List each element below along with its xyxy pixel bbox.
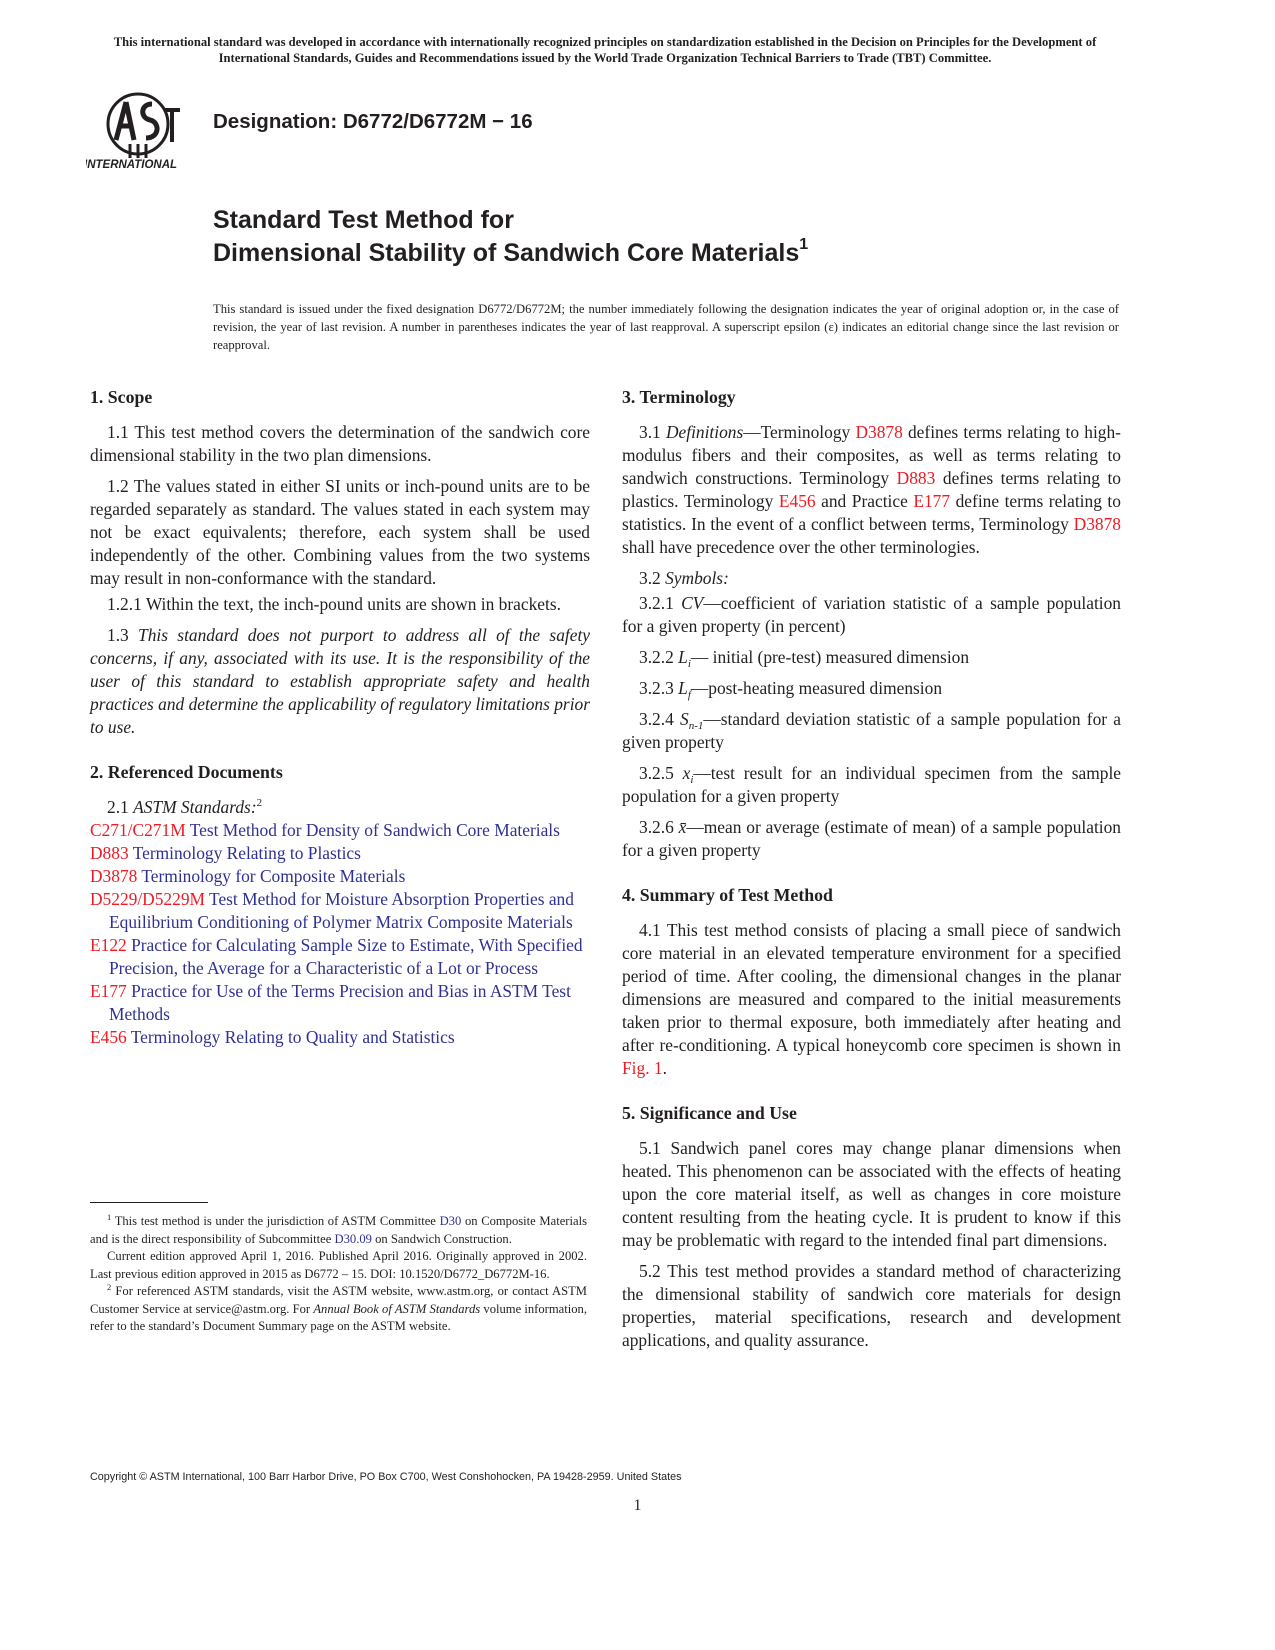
reference-item-e177[interactable] — [90, 980, 590, 1026]
symbol-definition: —mean or average (estimate of mean) of a sample population for a given property — [622, 817, 1121, 860]
symbols-label: Symbols: — [665, 568, 729, 588]
p3-1-text-a: —Terminology — [743, 422, 851, 442]
symbol-cv — [622, 592, 1121, 638]
symbol-number: 3.2.5 — [639, 763, 674, 783]
international-standard-notice: This international standard was developed in accordance with internationally recognized principles on standardization established in the Decision on Principles for the Development of International Standards, Guides and Recommendations issued by the World Trade Organization Technical Barriers to Trade (TBT) Committee. — [113, 35, 1097, 65]
annual-book-title: Annual Book of ASTM Standards — [313, 1301, 481, 1316]
symbol-number: 3.2.4 — [639, 709, 674, 729]
footnote-1-text-2: on Composite Materials and is the direct responsibility of Subcommittee — [90, 1214, 587, 1246]
symbol: L — [678, 647, 688, 667]
symbol-definition: —test result for an individual specimen from the sample population for a given property — [622, 763, 1122, 806]
reference-title[interactable]: Test Method for Density of Sandwich Core Materials — [189, 820, 560, 840]
safety-caveat: This standard does not purport to address all of the safety concerns, if any, associated with its use. It is the responsibility of the user of this standard to establish appropriate safety and health practices and determine the applicability of regulatory limitations prior to use. — [90, 625, 590, 737]
symbol-subscript: i — [690, 774, 694, 786]
footnote-1-text: This test method is under the jurisdiction of ASTM Committee — [114, 1214, 436, 1228]
paragraph-4-1 — [622, 919, 1121, 1080]
paragraph-1-2: 1.2 The values stated in either SI units or inch-pound units are to be regarded separately as standard. The values stated in each system may not be exact equivalents; therefore, each system shall be used independently of the other. Combining values from the two systems may result in non-conformance with the standard. — [90, 476, 590, 588]
reference-code[interactable]: E122 — [90, 935, 127, 955]
footnote-divider — [90, 1202, 208, 1203]
footnote-mark-2: 2 — [256, 797, 263, 810]
footnote-2-mark: 2 — [107, 1282, 112, 1292]
document-title — [213, 204, 1113, 270]
paragraph-3-2-number: 3.2 — [639, 568, 661, 588]
symbol-number: 3.2.1 — [639, 593, 674, 613]
logo-text: INTERNATIONAL — [86, 159, 178, 171]
d3878-link[interactable]: D3878 — [855, 422, 903, 442]
astm-standards-label: ASTM Standards: — [133, 797, 257, 817]
page-number: 1 — [633, 1497, 642, 1514]
reference-title[interactable]: Test Method for Moisture Absorption Properties and Equilibrium Conditioning of Polymer Matrix Composite Materials — [109, 889, 574, 932]
issue-statement: This standard is issued under the fixed designation D6772/D6772M; the number immediately following the designation indicates the year of original adoption or, in the case of revision, the year of last revision. A number in parentheses indicates the year of last reapproval. A superscript epsilon (ε) indicates an editorial change since the last revision or reapproval. — [213, 302, 1119, 352]
footnote-2-text-2: volume information, refer to the standard’s Document Summary page on the ASTM website. — [90, 1301, 587, 1333]
paragraph-1-3 — [90, 624, 590, 739]
reference-title[interactable]: Terminology Relating to Plastics — [132, 843, 361, 863]
astm-logo-icon — [86, 92, 198, 172]
left-column — [90, 386, 590, 1049]
symbol-subscript: n-1 — [688, 720, 704, 732]
reference-code[interactable]: E456 — [90, 1027, 127, 1047]
copyright-notice: Copyright © ASTM International, 100 Barr Harbor Drive, PO Box C700, West Conshohocken, PA 19428-2959. United States — [90, 1471, 682, 1483]
d883-link[interactable]: D883 — [896, 468, 936, 488]
symbol-xbar — [622, 816, 1121, 862]
paragraph-1-2-1: 1.2.1 Within the text, the inch-pound units are shown in brackets. — [107, 594, 561, 614]
symbol-number: 3.2.3 — [639, 678, 674, 698]
reference-item-d883[interactable] — [90, 842, 590, 865]
reference-code[interactable]: D883 — [90, 843, 129, 863]
paragraph-4-1-text: 4.1 This test method consists of placing a small piece of sandwich core material in an elevated temperature environment for a specified period of time. After cooling, the dimensional changes in the planar dimensions are measured and compared to the initial measurements taken prior to thermal exposure, both immediately after heating and after re-conditioning. A typical honeycomb core specimen is shown in — [622, 920, 1121, 1055]
figure-1-link[interactable]: Fig. 1 — [622, 1058, 663, 1078]
subcommittee-d30-09-link[interactable]: D30.09 — [334, 1231, 372, 1246]
footnote-1-text-3: on Sandwich Construction. — [375, 1231, 512, 1246]
footnote-1-mark: 1 — [107, 1212, 112, 1222]
symbol: x — [682, 763, 691, 783]
p3-1-text-f: shall have precedence over the other terminologies. — [622, 537, 980, 557]
title-line-2-text: Dimensional Stability of Sandwich Core Materials — [213, 239, 800, 267]
reference-item-d3878[interactable] — [90, 865, 590, 888]
p3-1-text-b: defines terms relating to high-modulus fibers and their composites, as well as terms relating to sandwich constructions. Terminology — [622, 422, 1121, 488]
symbol-number: 3.2.2 — [639, 647, 674, 667]
title-line-1: Standard Test Method for — [213, 206, 514, 234]
reference-item-d5229[interactable] — [90, 888, 590, 934]
symbol-definition: —standard deviation statistic of a sample population for a given property — [622, 709, 1122, 752]
footnote-1 — [90, 1213, 587, 1248]
symbol-subscript: f — [687, 689, 691, 701]
footnote-2-text: For referenced ASTM standards, visit the ASTM website, www.astm.org, or contact ASTM Customer Service at service@astm.org. For — [90, 1284, 588, 1316]
symbol-definition: — initial (pre-test) measured dimension — [690, 647, 970, 667]
symbol-definition: —post-heating measured dimension — [690, 678, 943, 698]
section-heading-referenced-documents: 2. Referenced Documents — [90, 762, 283, 782]
e177-link[interactable]: E177 — [913, 491, 951, 511]
astm-logo — [86, 92, 198, 172]
symbol-sn1 — [622, 708, 1121, 754]
definitions-label: Definitions — [665, 422, 744, 442]
paragraph-2-1 — [90, 796, 590, 819]
p3-1-text-c: defines terms relating to plastics. Terminology — [622, 468, 1121, 511]
reference-title[interactable]: Terminology for Composite Materials — [141, 866, 406, 886]
e456-link[interactable]: E456 — [778, 491, 816, 511]
designation: Designation: D6772/D6772M − 16 — [213, 110, 533, 133]
title-footnote-mark: 1 — [799, 236, 809, 253]
paragraph-1-3-number: 1.3 — [107, 625, 129, 645]
paragraph-5-2: 5.2 This test method provides a standard method of characterizing the dimensional stability of sandwich core materials for design properties, material specifications, research and development applications, and quality assurance. — [622, 1261, 1121, 1350]
paragraph-5-1: 5.1 Sandwich panel cores may change planar dimensions when heated. This phenomenon can be associated with the effects of heating upon the core material itself, as well as changes in core moisture content resulting from the heating cycle. It is prudent to know if this may be problematic with regard to the intended final part dimensions. — [622, 1138, 1121, 1250]
footnote-edition: Current edition approved April 1, 2016. Published April 2016. Originally approved in 2002. Last previous edition approved in 2015 as D6772 – 15. DOI: 10.1520/D6772_D6772M-16. — [90, 1249, 587, 1281]
symbol-subscript: i — [687, 658, 691, 670]
paragraph-3-1 — [622, 421, 1121, 559]
symbol: CV — [681, 593, 704, 613]
footnotes — [90, 1213, 587, 1336]
symbol-number: 3.2.6 — [639, 817, 674, 837]
reference-code[interactable]: D5229/D5229M — [90, 889, 205, 909]
symbol: x̄ — [678, 817, 687, 837]
paragraph-2-1-number: 2.1 — [107, 797, 129, 817]
committee-d30-link[interactable]: D30 — [439, 1214, 462, 1228]
symbol-definition: —coefficient of variation statistic of a sample population for a given property (in percent) — [622, 593, 1121, 636]
section-heading-summary: 4. Summary of Test Method — [622, 885, 833, 905]
symbol-xi — [622, 762, 1121, 808]
section-heading-significance: 5. Significance and Use — [622, 1103, 797, 1123]
reference-title[interactable]: Practice for Calculating Sample Size to Estimate, With Specified Precision, the Average for a Characteristic of a Lot or Process — [109, 935, 583, 978]
paragraph-1-1: 1.1 This test method covers the determination of the sandwich core dimensional stability in the two plan dimensions. — [90, 422, 590, 465]
title-line-2 — [213, 237, 1113, 270]
p3-1-text-e: define terms relating to statistics. In the event of a conflict between terms, Terminology — [622, 491, 1121, 534]
reference-code[interactable]: C271/C271M — [90, 820, 186, 840]
reference-item-e456[interactable] — [90, 1026, 590, 1049]
section-heading-terminology: 3. Terminology — [622, 387, 736, 407]
p3-1-text-d: and Practice — [821, 491, 908, 511]
referenced-documents-list — [90, 819, 590, 1049]
symbol-li — [622, 646, 1121, 669]
paragraph-4-1-end: . — [662, 1058, 667, 1078]
symbol: S — [680, 709, 689, 729]
reference-code[interactable]: E177 — [90, 981, 127, 1001]
footnote-2 — [90, 1283, 587, 1336]
paragraph-3-1-number: 3.1 — [639, 422, 661, 442]
reference-item-e122[interactable] — [90, 934, 590, 980]
d3878-link-2[interactable]: D3878 — [1073, 514, 1121, 534]
symbol: L — [678, 678, 688, 698]
symbol-lf — [622, 677, 1121, 700]
reference-item-c271[interactable] — [90, 819, 590, 842]
section-heading-scope: 1. Scope — [90, 387, 153, 407]
right-column — [622, 386, 1121, 1360]
reference-title[interactable]: Practice for Use of the Terms Precision and Bias in ASTM Test Methods — [109, 981, 571, 1024]
reference-title[interactable]: Terminology Relating to Quality and Statistics — [130, 1027, 455, 1047]
reference-code[interactable]: D3878 — [90, 866, 138, 886]
paragraph-3-2 — [622, 567, 1121, 590]
